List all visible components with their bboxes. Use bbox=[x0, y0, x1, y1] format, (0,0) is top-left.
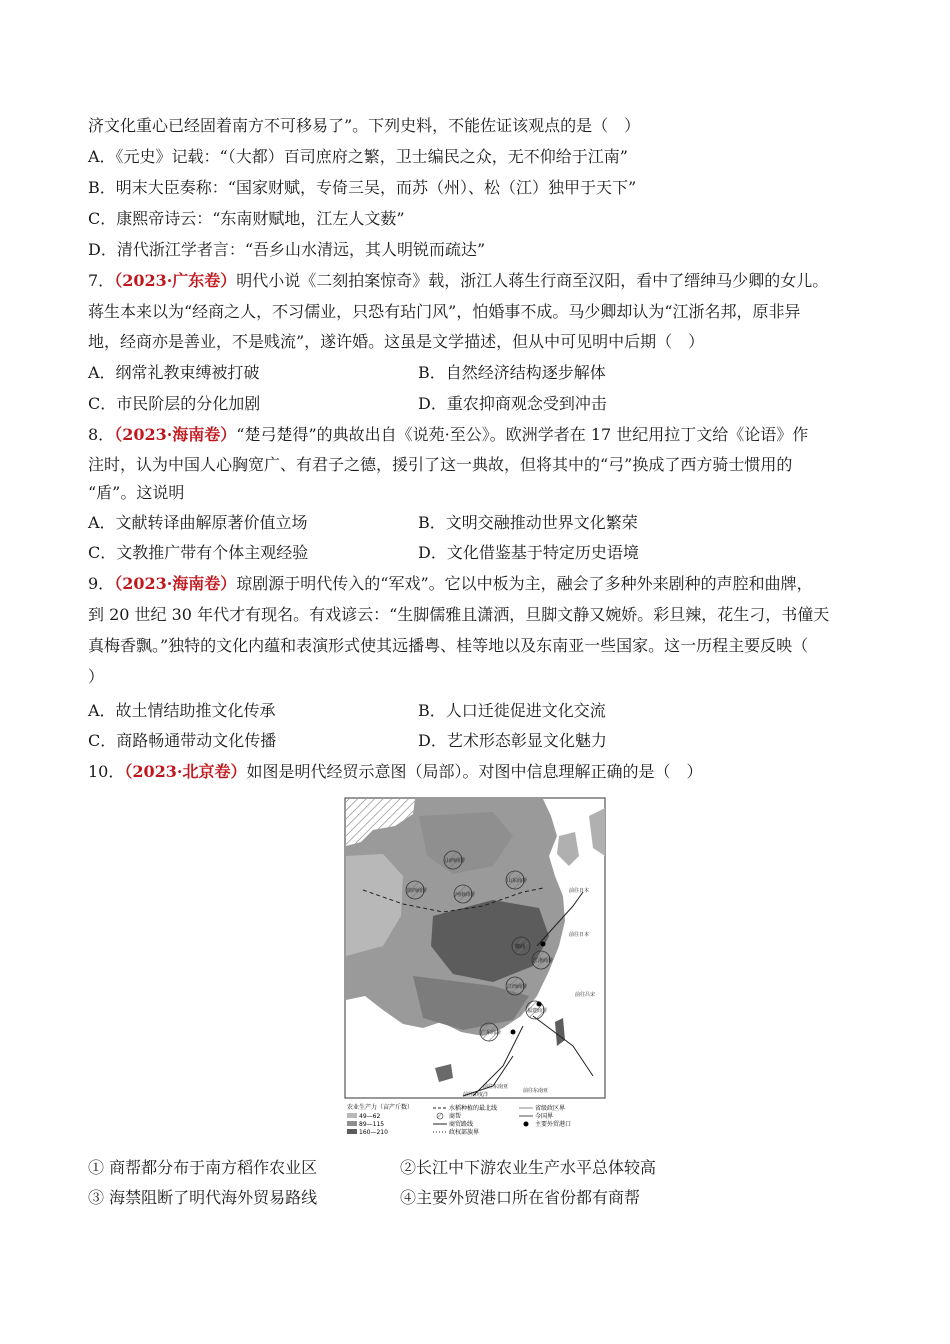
label-sea-sea-2: 前往东南亚 bbox=[483, 1084, 509, 1090]
q9-stem-line3: 真梅香飘。”独特的文化内蕴和表演形式使其远播粤、桂等地以及东南亚一些国家。这一历程主要反映（ bbox=[88, 636, 809, 655]
label-sea-sea-1: 前往东南亚 bbox=[523, 1088, 549, 1094]
q10-number: 10． bbox=[88, 762, 125, 781]
legend-port-symbol bbox=[524, 1122, 529, 1127]
q10-text: 如图是明代经贸示意图（局部）。对图中信息理解正确的是（ ） bbox=[246, 762, 703, 781]
legend-swatch-high bbox=[347, 1129, 357, 1134]
label-henan: 河南商帮 bbox=[455, 892, 476, 898]
q7-text-1: 明代小说《二刻拍案惊奇》载，浙江人蒋生行商至汉阳，看中了缙绅马少卿的女儿。 bbox=[236, 271, 829, 290]
q7-option-b[interactable]: B．自然经济结构逐步解体 bbox=[418, 363, 606, 382]
q6-option-b[interactable]: B．明末大臣奏称：“国家财赋，专倚三吴，而苏（州）、松（江）独甲于天下” bbox=[88, 178, 637, 197]
q7-number: 7． bbox=[88, 271, 115, 290]
label-fujian: 福建商帮 bbox=[527, 1008, 548, 1014]
ming-trade-map bbox=[343, 796, 607, 1142]
q7-stem-line1 bbox=[88, 271, 828, 291]
q10-source: （2023·北京卷） bbox=[124, 762, 247, 781]
port-marker bbox=[511, 1030, 516, 1035]
legend-route: 商贸路线 bbox=[449, 1121, 474, 1128]
q8-option-b[interactable]: B．文明交融推动世界文化繁荣 bbox=[418, 513, 638, 532]
q7-option-d[interactable]: D．重农抑商观念受到冲击 bbox=[418, 394, 607, 413]
q9-stem-line2: 到 20 世纪 30 年代才有现名。有戏谚云：“生脚儒雅且潇洒，旦脚文静又婉娇。彩旦辣，花生刁，书僮天 bbox=[88, 605, 830, 624]
port-marker bbox=[541, 942, 546, 947]
legend-swatch-mid bbox=[347, 1121, 357, 1126]
legend-regime-border: 政权部族界 bbox=[449, 1129, 480, 1136]
label-sea-luzon: 前往吕宋 bbox=[575, 992, 596, 998]
legend-level-low: 49—62 bbox=[359, 1113, 381, 1120]
label-shanxi: 山西商帮 bbox=[445, 858, 466, 864]
q7-stem-line3: 地，经商亦是善业，不是贱流”，遂许婚。这虽是文学描述，但从中可见明中后期（ ） bbox=[88, 332, 705, 351]
q7-option-a[interactable]: A．纲常礼教束缚被打破 bbox=[88, 363, 260, 382]
q7-stem-line2: 蒋生本来以为“经商之人，不习儒业，只恐有玷门风”，怕婚事不成。马少卿却认为“江浙名邦，原非异 bbox=[88, 302, 801, 321]
q6-option-c[interactable]: C．康熙帝诗云：“东南财赋地，江左人文薮” bbox=[88, 209, 405, 228]
legend-rice-line: 水稻种植的最北线 bbox=[449, 1105, 498, 1112]
q8-option-a[interactable]: A．文献转译曲解原著价值立场 bbox=[88, 513, 308, 532]
legend-merchant: 商帮 bbox=[449, 1113, 462, 1120]
q8-stem-line1 bbox=[88, 425, 808, 445]
q6-option-d[interactable]: D．清代浙江学者言：“吾乡山水清远，其人明锐而疏达” bbox=[88, 240, 486, 259]
q9-option-d[interactable]: D．艺术形态彰显文化魅力 bbox=[418, 731, 607, 750]
label-shaanxi: 陕西商帮 bbox=[407, 888, 428, 894]
q9-text-1: 琼剧源于明代传入的“军戏”。它以中板为主，融会了多种外来剧种的声腔和曲牌， bbox=[236, 574, 813, 593]
label-sea-japan-2: 前往日本 bbox=[569, 932, 590, 938]
q10-statement-2: ②长江中下游农业生产水平总体较高 bbox=[400, 1158, 657, 1177]
q10-statement-3: ③ 海禁阻断了明代海外贸易路线 bbox=[88, 1188, 318, 1207]
port-marker bbox=[537, 1002, 542, 1007]
q9-option-b[interactable]: B．人口迁徙促进文化交流 bbox=[418, 701, 606, 720]
label-jiangxi: 江西商帮 bbox=[507, 984, 528, 990]
q9-stem-line4: ） bbox=[88, 667, 105, 686]
q10-stem bbox=[88, 762, 703, 782]
label-jiangzhe: 江浙商帮 bbox=[533, 958, 554, 964]
label-shandong: 山东商帮 bbox=[507, 878, 528, 884]
q9-number: 9． bbox=[88, 574, 115, 593]
label-sea-india: 前往印度洋 bbox=[463, 1092, 489, 1098]
q8-stem-line2: 注时，认为中国人心胸宽广、有君子之德，援引了这一典故，但将其中的“弓”换成了西方骑士惯用的 bbox=[88, 455, 793, 474]
legend-title: 农业生产力（亩产斤数） bbox=[347, 1104, 414, 1111]
q8-option-d[interactable]: D．文化借鉴基于特定历史语境 bbox=[418, 543, 639, 562]
q10-statement-1: ① 商帮都分布于南方稻作农业区 bbox=[88, 1158, 318, 1177]
q8-number: 8． bbox=[88, 425, 115, 444]
q8-option-c[interactable]: C．文教推广带有个体主观经验 bbox=[88, 543, 309, 562]
q8-text-1: “楚弓楚得”的典故出自《说苑·至公》。欧洲学者在 17 世纪用拉丁文给《论语》作 bbox=[236, 425, 809, 444]
q6-stem-tail: 济文化重心已经固着南方不可移易了”。下列史料，不能佐证该观点的是（ ） bbox=[88, 116, 641, 135]
label-sea-japan-1: 前往日本 bbox=[569, 888, 590, 894]
legend-swatch-low bbox=[347, 1113, 357, 1118]
q7-option-c[interactable]: C．市民阶层的分化加剧 bbox=[88, 394, 261, 413]
label-guangdong: 广东商帮 bbox=[481, 1030, 502, 1036]
q9-option-a[interactable]: A．故土情结助推文化传承 bbox=[88, 701, 276, 720]
q9-stem-line1 bbox=[88, 574, 813, 594]
label-hui: 徽商 bbox=[515, 944, 526, 950]
q6-option-a[interactable]: A．《元史》记载：“（大都）百司庶府之繁，卫士编民之众，无不仰给于江南” bbox=[88, 147, 628, 166]
q8-source: （2023·海南卷） bbox=[114, 425, 237, 444]
legend-port: 主要外贸港口 bbox=[535, 1121, 572, 1128]
legend-level-high: 160—210 bbox=[359, 1129, 388, 1136]
q10-statement-4: ④主要外贸港口所在省份都有商帮 bbox=[400, 1188, 641, 1207]
q8-stem-line3: “盾”。这说明 bbox=[88, 483, 185, 502]
map-svg bbox=[343, 796, 607, 1142]
q7-source: （2023·广东卷） bbox=[114, 271, 237, 290]
legend-national-border: 今国界 bbox=[535, 1113, 554, 1120]
legend-province-border: 省级政区界 bbox=[535, 1105, 566, 1112]
legend-merchant-symbol bbox=[437, 1113, 443, 1119]
q9-option-c[interactable]: C．商路畅通带动文化传播 bbox=[88, 731, 277, 750]
legend-level-mid: 89—115 bbox=[359, 1121, 385, 1128]
q9-source: （2023·海南卷） bbox=[114, 574, 237, 593]
